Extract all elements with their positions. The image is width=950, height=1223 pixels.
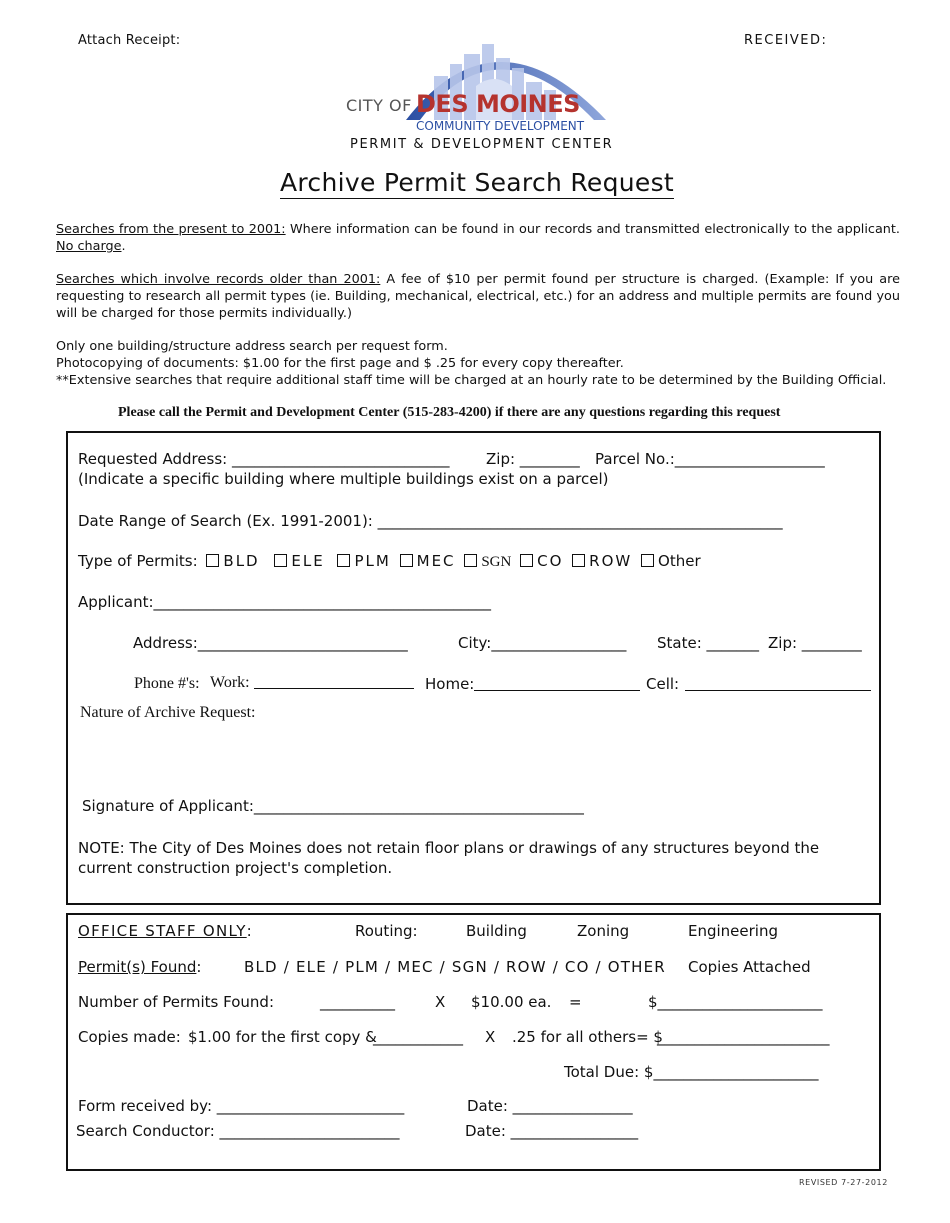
- zip-field[interactable]: Zip: ________: [486, 450, 580, 468]
- number-found-field[interactable]: __________: [320, 993, 395, 1011]
- all-others-label: .25 for all others= $: [512, 1028, 663, 1046]
- plm-label: PLM: [354, 552, 391, 570]
- page-title: Archive Permit Search Request: [280, 168, 675, 197]
- office-staff-colon: :: [246, 922, 252, 940]
- requested-address-field[interactable]: Requested Address: _____________________________: [78, 450, 450, 468]
- sgn-checkbox[interactable]: [464, 554, 477, 567]
- bld-label: BLD: [223, 552, 260, 570]
- mec-checkbox[interactable]: [400, 554, 413, 567]
- parcel-number-field[interactable]: Parcel No.:____________________: [595, 450, 825, 468]
- received-label: RECEIVED:: [744, 33, 828, 48]
- copies-attached[interactable]: Copies Attached: [688, 958, 811, 976]
- ten-each-label: $10.00 ea.: [471, 993, 552, 1011]
- form-received-by-field[interactable]: Form received by: _________________________: [78, 1097, 405, 1115]
- revised-date: REVISED 7-27-2012: [799, 1178, 888, 1187]
- routing-label: Routing:: [355, 922, 418, 940]
- p1-no-charge: No charge: [56, 239, 122, 254]
- indicate-note: (Indicate a specific building where multiple buildings exist on a parcel): [78, 470, 609, 488]
- intro-paragraph-2: [56, 271, 900, 322]
- city-logo: [336, 24, 626, 138]
- first-copy-label: $1.00 for the first copy &: [188, 1028, 377, 1046]
- search-conductor-field[interactable]: Search Conductor: ________________________: [76, 1122, 400, 1140]
- copies-total-field[interactable]: _______________________: [657, 1028, 830, 1046]
- center-name: PERMIT & DEVELOPMENT CENTER: [350, 137, 614, 152]
- permits-found-heading: [78, 958, 201, 976]
- multiply-sign-2: X: [485, 1028, 496, 1046]
- copies-count-field[interactable]: ____________: [373, 1028, 463, 1046]
- logo-community-development: COMMUNITY DEVELOPMENT: [416, 119, 585, 133]
- intro-paragraph-1: [56, 221, 900, 255]
- cell-phone-field[interactable]: [646, 675, 871, 693]
- cell-line: [685, 676, 871, 691]
- p2-text: A fee of $10 per permit found per structure is charged. (Example: If you are requesting to research all permit types (ie. Building, mechanical, electrical, etc.) for an address and multiple permits are found you will be charged for those permits individually.): [56, 272, 900, 321]
- home-phone-field[interactable]: [425, 675, 640, 693]
- received-date-field[interactable]: Date: ________________: [467, 1097, 633, 1115]
- total-due-field[interactable]: Total Due: $______________________: [564, 1063, 819, 1081]
- call-note: Please call the Permit and Development Center (515-283-4200) if there are any questions regarding this request: [118, 405, 781, 420]
- multiply-sign-1: X: [435, 993, 446, 1011]
- plm-checkbox[interactable]: [337, 554, 350, 567]
- ele-label: ELE: [291, 552, 325, 570]
- attach-receipt-label: Attach Receipt:: [78, 33, 181, 48]
- type-of-permits-label: Type of Permits:: [78, 552, 198, 570]
- floor-plan-note: NOTE: The City of Des Moines does not retain floor plans or drawings of any structures beyond the current construction project's completion.: [78, 839, 820, 877]
- applicant-field[interactable]: Applicant:_____________________________________________: [78, 593, 492, 611]
- permits-found-label: Permit(s) Found: [78, 958, 197, 976]
- co-checkbox[interactable]: [520, 554, 533, 567]
- cell-label: Cell:: [646, 675, 680, 693]
- city-field[interactable]: City:__________________: [458, 634, 627, 652]
- phones-label: Phone #'s:: [134, 675, 200, 692]
- work-line: [254, 674, 414, 689]
- other-checkbox[interactable]: [641, 554, 654, 567]
- date-range-field[interactable]: Date Range of Search (Ex. 1991-2001): ______________________________________________________: [78, 512, 783, 530]
- permits-found-colon: :: [196, 958, 202, 976]
- permit-list: BLD / ELE / PLM / MEC / SGN / ROW / CO / OTHER: [244, 958, 666, 976]
- row-checkbox[interactable]: [572, 554, 585, 567]
- intro-line-3: **Extensive searches that require additional staff time will be charged at an hourly rate to be determined by the Building Official.: [56, 373, 887, 388]
- applicant-form-box: [66, 431, 881, 905]
- office-staff-heading: [78, 922, 252, 940]
- logo-city-of: CITY OF: [346, 96, 412, 115]
- copies-made-label: Copies made:: [78, 1028, 181, 1046]
- nature-of-request-field[interactable]: Nature of Archive Request:: [80, 704, 256, 721]
- conductor-date-field[interactable]: Date: _________________: [465, 1122, 639, 1140]
- mec-label: MEC: [416, 552, 456, 570]
- routing-building[interactable]: Building: [466, 922, 527, 940]
- ele-checkbox[interactable]: [274, 554, 287, 567]
- other-label: Other: [658, 552, 701, 570]
- routing-zoning[interactable]: Zoning: [577, 922, 630, 940]
- home-label: Home:: [425, 675, 475, 693]
- bld-checkbox[interactable]: [206, 554, 219, 567]
- number-found-label: Number of Permits Found:: [78, 993, 274, 1011]
- office-staff-only-label: OFFICE STAFF ONLY: [78, 922, 247, 940]
- equals-sign: =: [569, 993, 582, 1011]
- zip2-field[interactable]: Zip: ________: [768, 634, 862, 652]
- state-field[interactable]: State: _______: [657, 634, 760, 652]
- logo-des-moines: DES MOINES: [416, 90, 580, 118]
- row-label: ROW: [589, 552, 633, 570]
- p1-label: Searches from the present to 2001:: [56, 222, 286, 237]
- p1-text: Where information can be found in our records and transmitted electronically to the applicant.: [285, 222, 900, 237]
- sgn-label: SGN: [481, 554, 512, 570]
- permit-fee-total-field[interactable]: $______________________: [648, 993, 823, 1011]
- intro-line-2: Photocopying of documents: $1.00 for the first page and $ .25 for every copy thereafter.: [56, 356, 624, 371]
- p2-label: Searches which involve records older than 2001:: [56, 272, 381, 287]
- p1-end: .: [121, 239, 126, 254]
- work-label: Work:: [210, 674, 250, 691]
- intro-line-1: Only one building/structure address search per request form.: [56, 339, 448, 354]
- home-line: [474, 676, 640, 691]
- routing-engineering[interactable]: Engineering: [688, 922, 778, 940]
- co-label: CO: [537, 552, 564, 570]
- work-phone-field[interactable]: [210, 674, 414, 692]
- signature-field[interactable]: Signature of Applicant:____________________________________________: [82, 797, 584, 815]
- permit-types-row: [78, 552, 701, 571]
- address-field[interactable]: Address:____________________________: [133, 634, 408, 652]
